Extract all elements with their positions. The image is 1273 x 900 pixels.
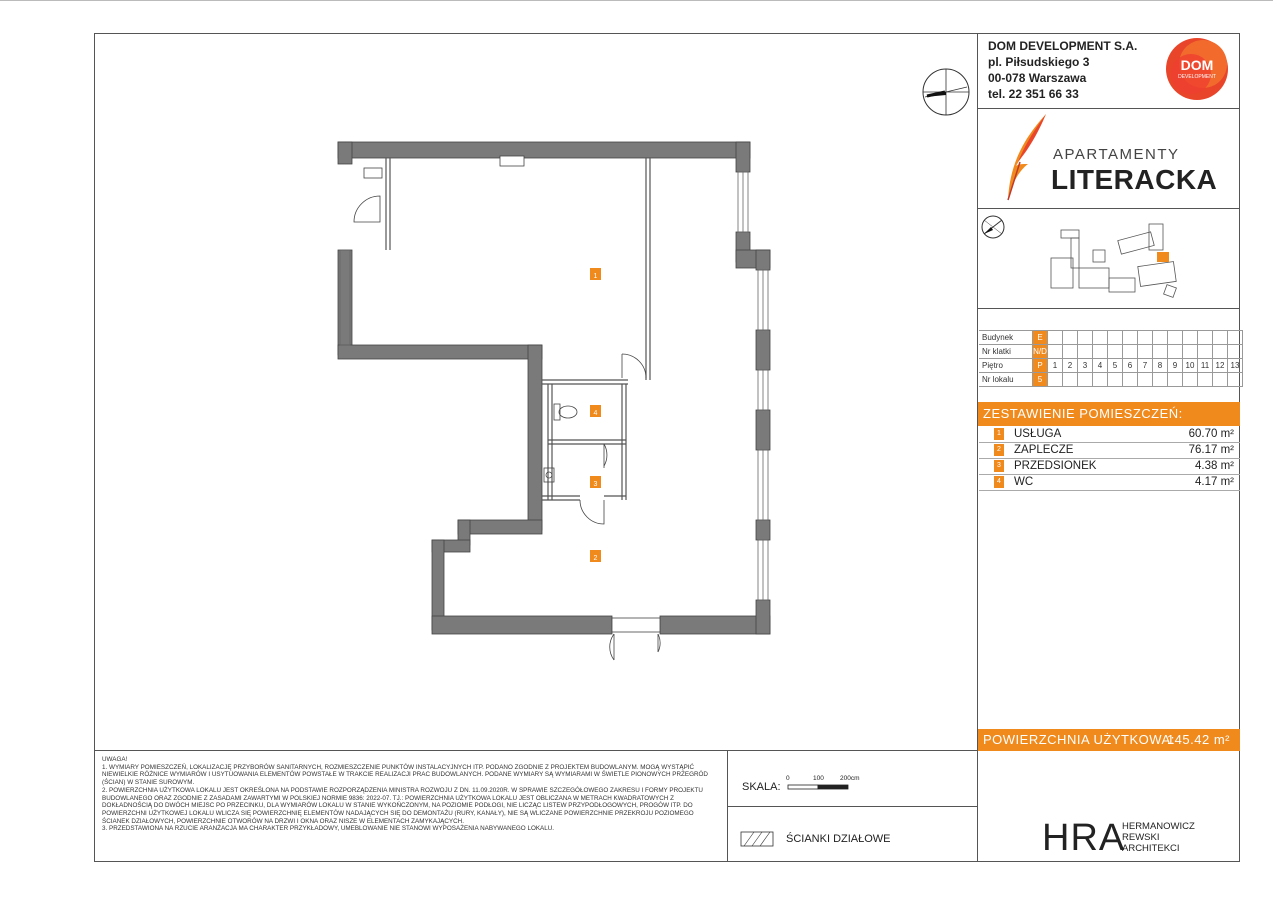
site-key-plan bbox=[979, 210, 1239, 306]
top-border-line bbox=[0, 0, 1273, 1]
windows bbox=[340, 172, 768, 600]
room-area: 76.17 m² bbox=[1188, 444, 1234, 456]
value-unit: 5 bbox=[1033, 373, 1048, 387]
divider-keyplan bbox=[977, 308, 1240, 309]
room-area: 4.17 m² bbox=[1195, 476, 1234, 488]
divider-company bbox=[977, 108, 1240, 109]
architect-line-1: HERMANOWICZ bbox=[1122, 821, 1195, 832]
keyplan-highlight bbox=[1157, 252, 1169, 262]
divider-scale-legend bbox=[727, 806, 977, 807]
company-info bbox=[988, 38, 1137, 102]
plan-label-3: 3 bbox=[593, 481, 598, 488]
company-phone: tel. 22 351 66 33 bbox=[988, 87, 1079, 101]
floor-9: 9 bbox=[1168, 359, 1183, 373]
hra-letters: HRA bbox=[1042, 817, 1126, 859]
dom-development-logo bbox=[1157, 36, 1237, 102]
row-unit bbox=[979, 373, 1243, 387]
room-area: 4.38 m² bbox=[1195, 460, 1234, 472]
legend-label: ŚCIANKI DZIAŁOWE bbox=[786, 833, 891, 845]
value-floor: P bbox=[1033, 359, 1048, 373]
project-name-big: LITERACKA bbox=[1051, 164, 1218, 195]
logo-development-text: DEVELOPMENT bbox=[1178, 74, 1216, 80]
room-labels bbox=[590, 268, 601, 562]
rooms-list bbox=[979, 427, 1240, 491]
total-area-bar bbox=[978, 729, 1240, 751]
floor-11: 11 bbox=[1198, 359, 1213, 373]
feather-icon bbox=[1000, 112, 1050, 204]
plan-label-2: 2 bbox=[593, 555, 598, 562]
plan-label-4: 4 bbox=[593, 410, 598, 417]
floor-4: 4 bbox=[1093, 359, 1108, 373]
value-staircase: N/D bbox=[1033, 345, 1048, 359]
project-name-small: APARTAMENTY bbox=[1053, 146, 1180, 163]
company-name: DOM DEVELOPMENT S.A. bbox=[988, 39, 1138, 53]
room-row bbox=[979, 475, 1240, 491]
partitions bbox=[386, 158, 650, 500]
architect-line-3: ARCHITEKCI bbox=[1122, 843, 1180, 854]
row-floor bbox=[979, 359, 1243, 373]
location-table bbox=[979, 330, 1243, 387]
floor-12: 12 bbox=[1213, 359, 1228, 373]
room-name: WC bbox=[1014, 476, 1034, 488]
floor-5: 5 bbox=[1108, 359, 1123, 373]
keyplan-compass-icon bbox=[982, 216, 1004, 238]
scale-tick-0: 0 bbox=[786, 775, 790, 782]
note-2: 2. POWIERZCHNIA UŻYTKOWA LOKALU JEST OKREŚLONA NA PODSTAWIE ROZPORZĄDZENIA MINISTRA ROZWOJU Z DN. 11.09.2020R. W SPRAWIE SZCZEGÓŁOWEGO ZAKRESU I FORMY PROJEKTU BUDOWLANEGO ORAZ ZGODNIE Z ZASADAMI ZAWARTYMI W POLSKIEJ NORMIE 9836: 2022-07. TJ.: POWIERZCHNIA UŻYTKOWA LOKALU JEST OBLICZANA W METRACH KWADRATOWYCH Z DOKŁADNOŚCIĄ DO DWÓCH MIEJSC PO PRZECINKU, DLA WYMIARÓW LOKALU W STANIE WYKOŃCZONYM, NA POZIOMIE PODŁOGI, NIE LICZĄC LISTEW PRZYPODŁOGOWYCH, PROGÓW ITP. DO POWIERZCHNI UŻYTKOWEJ LOKALU WLICZA SIĘ POWIERZCHNIĘ ELEMENTÓW NADAJĄCYCH SIĘ DO DEMONTAŻU (RURY, KANAŁY), NIE SĄ WLICZANE POWIERZCHNIE PRZEKROJU POZIOMEGO ŚCIANEK DZIAŁOWYCH, POWIERZCHNIE OTWORÓW NA DRZWI I OKNA ORAZ NISZE W ELEMENTACH ZAMYKAJĄCYCH. bbox=[102, 786, 703, 825]
note-3: 3. PRZEDSTAWIONA NA RZUCIE ARANŻACJA MA CHARAKTER PRZYKŁADOWY, UMEBLOWANIE NIE STANOWI WYPOSAŻENIA NABYWANEGO LOKALU. bbox=[102, 825, 555, 833]
company-address-street: pl. Piłsudskiego 3 bbox=[988, 55, 1090, 69]
floor-plan bbox=[300, 120, 800, 680]
notes-title: UWAGA! bbox=[102, 756, 128, 763]
scale-label: SKALA: bbox=[742, 781, 781, 793]
floor-8: 8 bbox=[1153, 359, 1168, 373]
floor-7: 7 bbox=[1138, 359, 1153, 373]
architect-names bbox=[1122, 821, 1195, 854]
room-number: 2 bbox=[994, 444, 1004, 456]
room-number: 4 bbox=[994, 476, 1004, 488]
divider-project bbox=[977, 208, 1240, 209]
total-area-value: 145.42 m² bbox=[1166, 732, 1230, 747]
row-staircase bbox=[979, 345, 1243, 359]
sanitary-fixtures bbox=[544, 404, 577, 482]
note-1: 1. WYMIARY POMIESZCZEŃ, LOKALIZACJĘ PRZYBORÓW SANITARNYCH, ROZMIESZCZENIE PUNKTÓW INSTALACYJNYCH ITP. PODANO ZGODNIE Z PROJEKTEM BUDOWLANYM. MOGĄ WYSTĄPIĆ NIEWIELKIE RÓŻNICE WYMIARÓW I USYTUOWANIA ELEMENTÓW POWSTAŁE W TRAKCIE REALIZACJI PRAC BUDOWLANYCH. PODANE WYMIARY SĄ WYMIARAMI W ŚWIETLE PIONOWYCH PRZEGRÓD (ŚCIAN) W STANIE SUROWYM. bbox=[102, 763, 708, 787]
company-address-city: 00-078 Warszawa bbox=[988, 71, 1087, 85]
floor-2: 2 bbox=[1063, 359, 1078, 373]
architect-line-2: REWSKI bbox=[1122, 832, 1160, 843]
notes-block bbox=[102, 756, 714, 833]
room-name: USŁUGA bbox=[1014, 428, 1062, 440]
room-row bbox=[979, 443, 1240, 459]
architect-logo bbox=[1042, 817, 1195, 859]
floor-10: 10 bbox=[1183, 359, 1198, 373]
partition-hatch-icon bbox=[740, 831, 774, 847]
room-area: 60.70 m² bbox=[1188, 428, 1234, 440]
room-name: ZAPLECZE bbox=[1014, 444, 1074, 456]
plan-label-1: 1 bbox=[593, 273, 598, 280]
divider-bottom bbox=[94, 861, 1240, 862]
rooms-header: ZESTAWIENIE POMIESZCZEŃ: bbox=[978, 402, 1240, 426]
value-building: E bbox=[1033, 331, 1048, 345]
room-number: 1 bbox=[994, 428, 1004, 440]
floor-1: 1 bbox=[1048, 359, 1063, 373]
label-staircase: Nr klatki bbox=[979, 345, 1033, 359]
door-swings bbox=[354, 168, 660, 660]
room-row bbox=[979, 427, 1240, 443]
project-logo bbox=[1000, 112, 1230, 204]
label-building: Budynek bbox=[979, 331, 1033, 345]
floor-13: 13 bbox=[1228, 359, 1243, 373]
room-row bbox=[979, 459, 1240, 475]
label-floor: Piętro bbox=[979, 359, 1033, 373]
logo-dom-text: DOM bbox=[1180, 57, 1214, 73]
floor-3: 3 bbox=[1078, 359, 1093, 373]
floor-6: 6 bbox=[1123, 359, 1138, 373]
scale-tick-100: 100 bbox=[813, 775, 824, 782]
scale-tick-200: 200cm bbox=[840, 775, 860, 782]
room-name: PRZEDSIONEK bbox=[1014, 460, 1097, 472]
room-number: 3 bbox=[994, 460, 1004, 472]
total-area-label: POWIERZCHNIA UŻYTKOWA: bbox=[983, 732, 1175, 747]
north-compass-icon bbox=[921, 67, 971, 117]
outer-walls bbox=[338, 142, 770, 634]
row-building bbox=[979, 331, 1243, 345]
label-unit: Nr lokalu bbox=[979, 373, 1033, 387]
